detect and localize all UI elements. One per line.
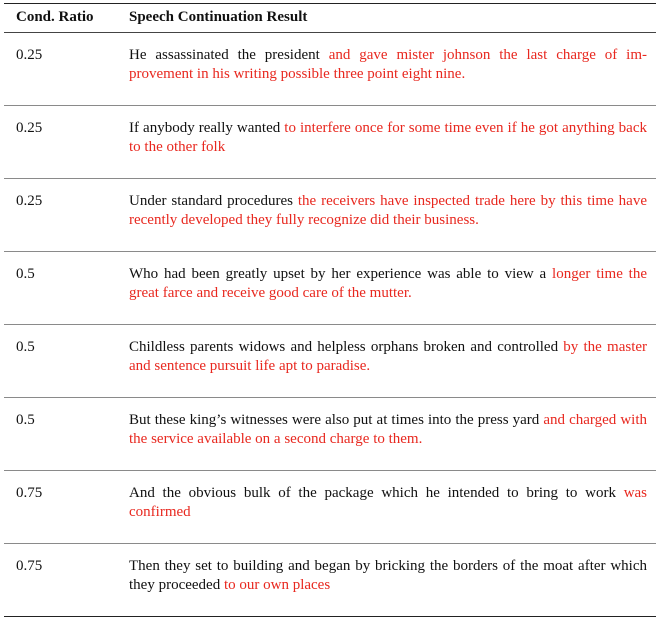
table-row xyxy=(4,252,656,325)
result-cell xyxy=(129,484,647,522)
continuation-text: and charged with the service available on a second charge to them. xyxy=(129,412,647,447)
table-row xyxy=(4,106,656,179)
prompt-text: But these king’s witnesses were also put at times into the press yard xyxy=(129,412,540,428)
continuation-text: was confirmed xyxy=(129,485,648,520)
header-result: Speech Continuation Result xyxy=(129,9,308,25)
cond-ratio-cell: 0.5 xyxy=(16,412,35,428)
table-row xyxy=(4,179,656,252)
result-cell xyxy=(129,46,647,84)
result-cell xyxy=(129,265,647,303)
header-cond-ratio: Cond. Ratio xyxy=(16,9,94,25)
continuation-text: the receivers have inspected trade here by this time have recently developed they fully recognize did their business. xyxy=(129,193,647,228)
prompt-text: Who had been greatly upset by her experience was able to view a xyxy=(129,266,547,282)
continuation-text: and gave mister johnson the last charge of im-provement in his writing possible three point eight nine. xyxy=(129,47,647,82)
result-cell xyxy=(129,192,647,230)
prompt-text: Childless parents widows and helpless orphans broken and controlled xyxy=(129,339,559,355)
result-cell xyxy=(129,411,647,449)
result-cell xyxy=(129,338,647,376)
continuation-text: longer time the great farce and receive good care of the mutter. xyxy=(129,266,647,301)
cond-ratio-cell: 0.25 xyxy=(16,47,43,63)
table-header xyxy=(4,4,656,33)
prompt-text: And the obvious bulk of the package which he intended to bring to work xyxy=(129,485,616,501)
table-row xyxy=(4,544,656,617)
table-row xyxy=(4,325,656,398)
prompt-text: He assassinated the president xyxy=(129,47,320,63)
cond-ratio-cell: 0.75 xyxy=(16,485,43,501)
continuation-text: to interfere once for some time even if he got anything back to the other folk xyxy=(129,120,648,155)
table-row xyxy=(4,471,656,544)
cond-ratio-cell: 0.25 xyxy=(16,193,43,209)
prompt-text: If anybody really wanted xyxy=(129,120,281,136)
prompt-text: Under standard procedures xyxy=(129,193,293,209)
cond-ratio-cell: 0.5 xyxy=(16,266,35,282)
table-row xyxy=(4,33,656,106)
cond-ratio-cell: 0.25 xyxy=(16,120,43,136)
cond-ratio-cell: 0.75 xyxy=(16,558,43,574)
prompt-text: Then they set to building and began by bricking the borders of the moat after which they proceeded xyxy=(129,558,647,593)
results-table xyxy=(4,3,656,617)
continuation-text: by the master and sentence pursuit life apt to paradise. xyxy=(129,339,648,374)
table-row xyxy=(4,398,656,471)
cond-ratio-cell: 0.5 xyxy=(16,339,35,355)
result-cell xyxy=(129,557,647,595)
result-cell xyxy=(129,119,647,157)
continuation-text: to our own places xyxy=(223,577,331,593)
